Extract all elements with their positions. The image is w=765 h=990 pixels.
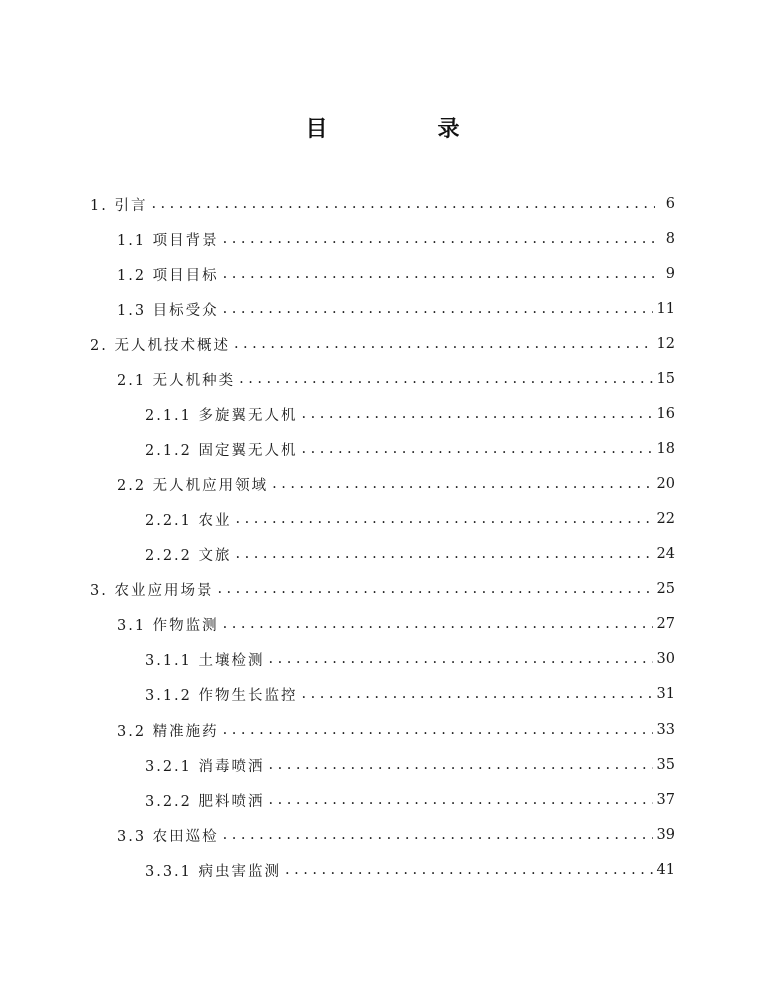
toc-page-number: 41 [656,862,675,878]
dot-leader [236,511,653,527]
dot-leader [223,266,655,282]
toc-page-number: 15 [656,371,675,387]
toc-page-number: 22 [656,511,675,527]
toc-entry-label: 2.2.1 农业 [145,512,232,529]
toc-entry-label: 1.2 项目目标 [117,267,219,284]
toc-entry-label: 1.3 目标受众 [117,302,219,319]
dot-leader [269,757,653,773]
toc-entry-label: 3.1 作物监测 [117,617,219,634]
dot-leader [269,651,653,667]
dot-leader [239,371,652,387]
toc-page-number: 9 [665,266,675,282]
toc-page-number: 33 [656,722,675,738]
toc-entry-label: 2.1 无人机种类 [117,372,236,389]
toc-entry-1[interactable] [90,192,675,216]
toc-page-number: 8 [665,231,675,247]
toc-page-number: 18 [656,441,675,457]
dot-leader [234,336,653,352]
toc-entry-2[interactable] [90,332,675,356]
toc-page-number: 39 [656,827,675,843]
toc-page-number: 30 [656,651,675,667]
dot-leader [272,476,652,492]
dot-leader [302,406,653,422]
toc-entry-label: 2. 无人机技术概述 [90,337,230,354]
dot-leader [223,827,653,843]
dot-leader [151,196,655,212]
dot-leader [223,616,653,632]
dot-leader [217,581,652,597]
toc-entry-3-2[interactable] [117,718,675,742]
dot-leader [223,231,655,247]
toc-page-number: 35 [656,757,675,773]
toc-page-number: 12 [656,336,675,352]
toc-page-number: 6 [665,196,675,212]
toc-entry-2-2[interactable] [117,472,675,496]
toc-entry-3-1[interactable] [117,612,675,636]
toc-entry-label: 3.2.2 肥料喷洒 [145,793,265,810]
toc-entry-2-2-2[interactable] [145,542,675,566]
toc-entry-1-1[interactable] [117,227,675,251]
dot-leader [223,722,653,738]
dot-leader [302,441,653,457]
toc-entry-label: 1.1 项目背景 [117,232,219,249]
toc-entry-2-1[interactable] [117,367,675,391]
toc-entry-label: 2.1.2 固定翼无人机 [145,442,298,459]
dot-leader [269,792,653,808]
toc-page-number: 31 [656,686,675,702]
toc-entry-label: 3.3.1 病虫害监测 [145,863,282,880]
dot-leader [285,862,653,878]
toc-entry-label: 2.1.1 多旋翼无人机 [145,407,298,424]
dot-leader [223,301,653,317]
toc-entry-label: 3.2.1 消毒喷洒 [145,758,265,775]
toc-entry-3-2-1[interactable] [145,753,675,777]
toc-entry-2-1-2[interactable] [145,437,675,461]
toc-page-number: 37 [656,792,675,808]
toc-entry-3-2-2[interactable] [145,788,675,812]
toc-entry-label: 2.2.2 文旅 [145,547,232,564]
toc-entry-3-3[interactable] [117,823,675,847]
toc-entry-1-3[interactable] [117,297,675,321]
toc-title: 目 录 [305,117,504,142]
toc-page-number: 24 [656,546,675,562]
toc-page-number: 25 [656,581,675,597]
toc-entry-3-3-1[interactable] [145,858,675,882]
toc-entry-1-2[interactable] [117,262,675,286]
toc-entry-label: 3.1.1 土壤检测 [145,652,265,669]
toc-entry-label: 2.2 无人机应用领域 [117,477,269,494]
toc-entry-label: 3.1.2 作物生长监控 [145,687,298,704]
toc-entry-3[interactable] [90,577,675,601]
dot-leader [236,546,653,562]
toc-entry-2-1-1[interactable] [145,402,675,426]
toc-entry-label: 3.2 精准施药 [117,723,219,740]
dot-leader [302,686,653,702]
toc-entry-label: 3. 农业应用场景 [90,582,214,599]
toc-entry-3-1-2[interactable] [145,682,675,706]
toc-entry-2-2-1[interactable] [145,507,675,531]
toc-entry-3-1-1[interactable] [145,647,675,671]
toc-page-number: 16 [656,406,675,422]
toc-entry-label: 3.3 农田巡检 [117,828,219,845]
toc-page-number: 20 [656,476,675,492]
toc-entry-label: 1. 引言 [90,197,148,214]
toc-page-number: 27 [656,616,675,632]
toc-page-number: 11 [656,301,675,317]
